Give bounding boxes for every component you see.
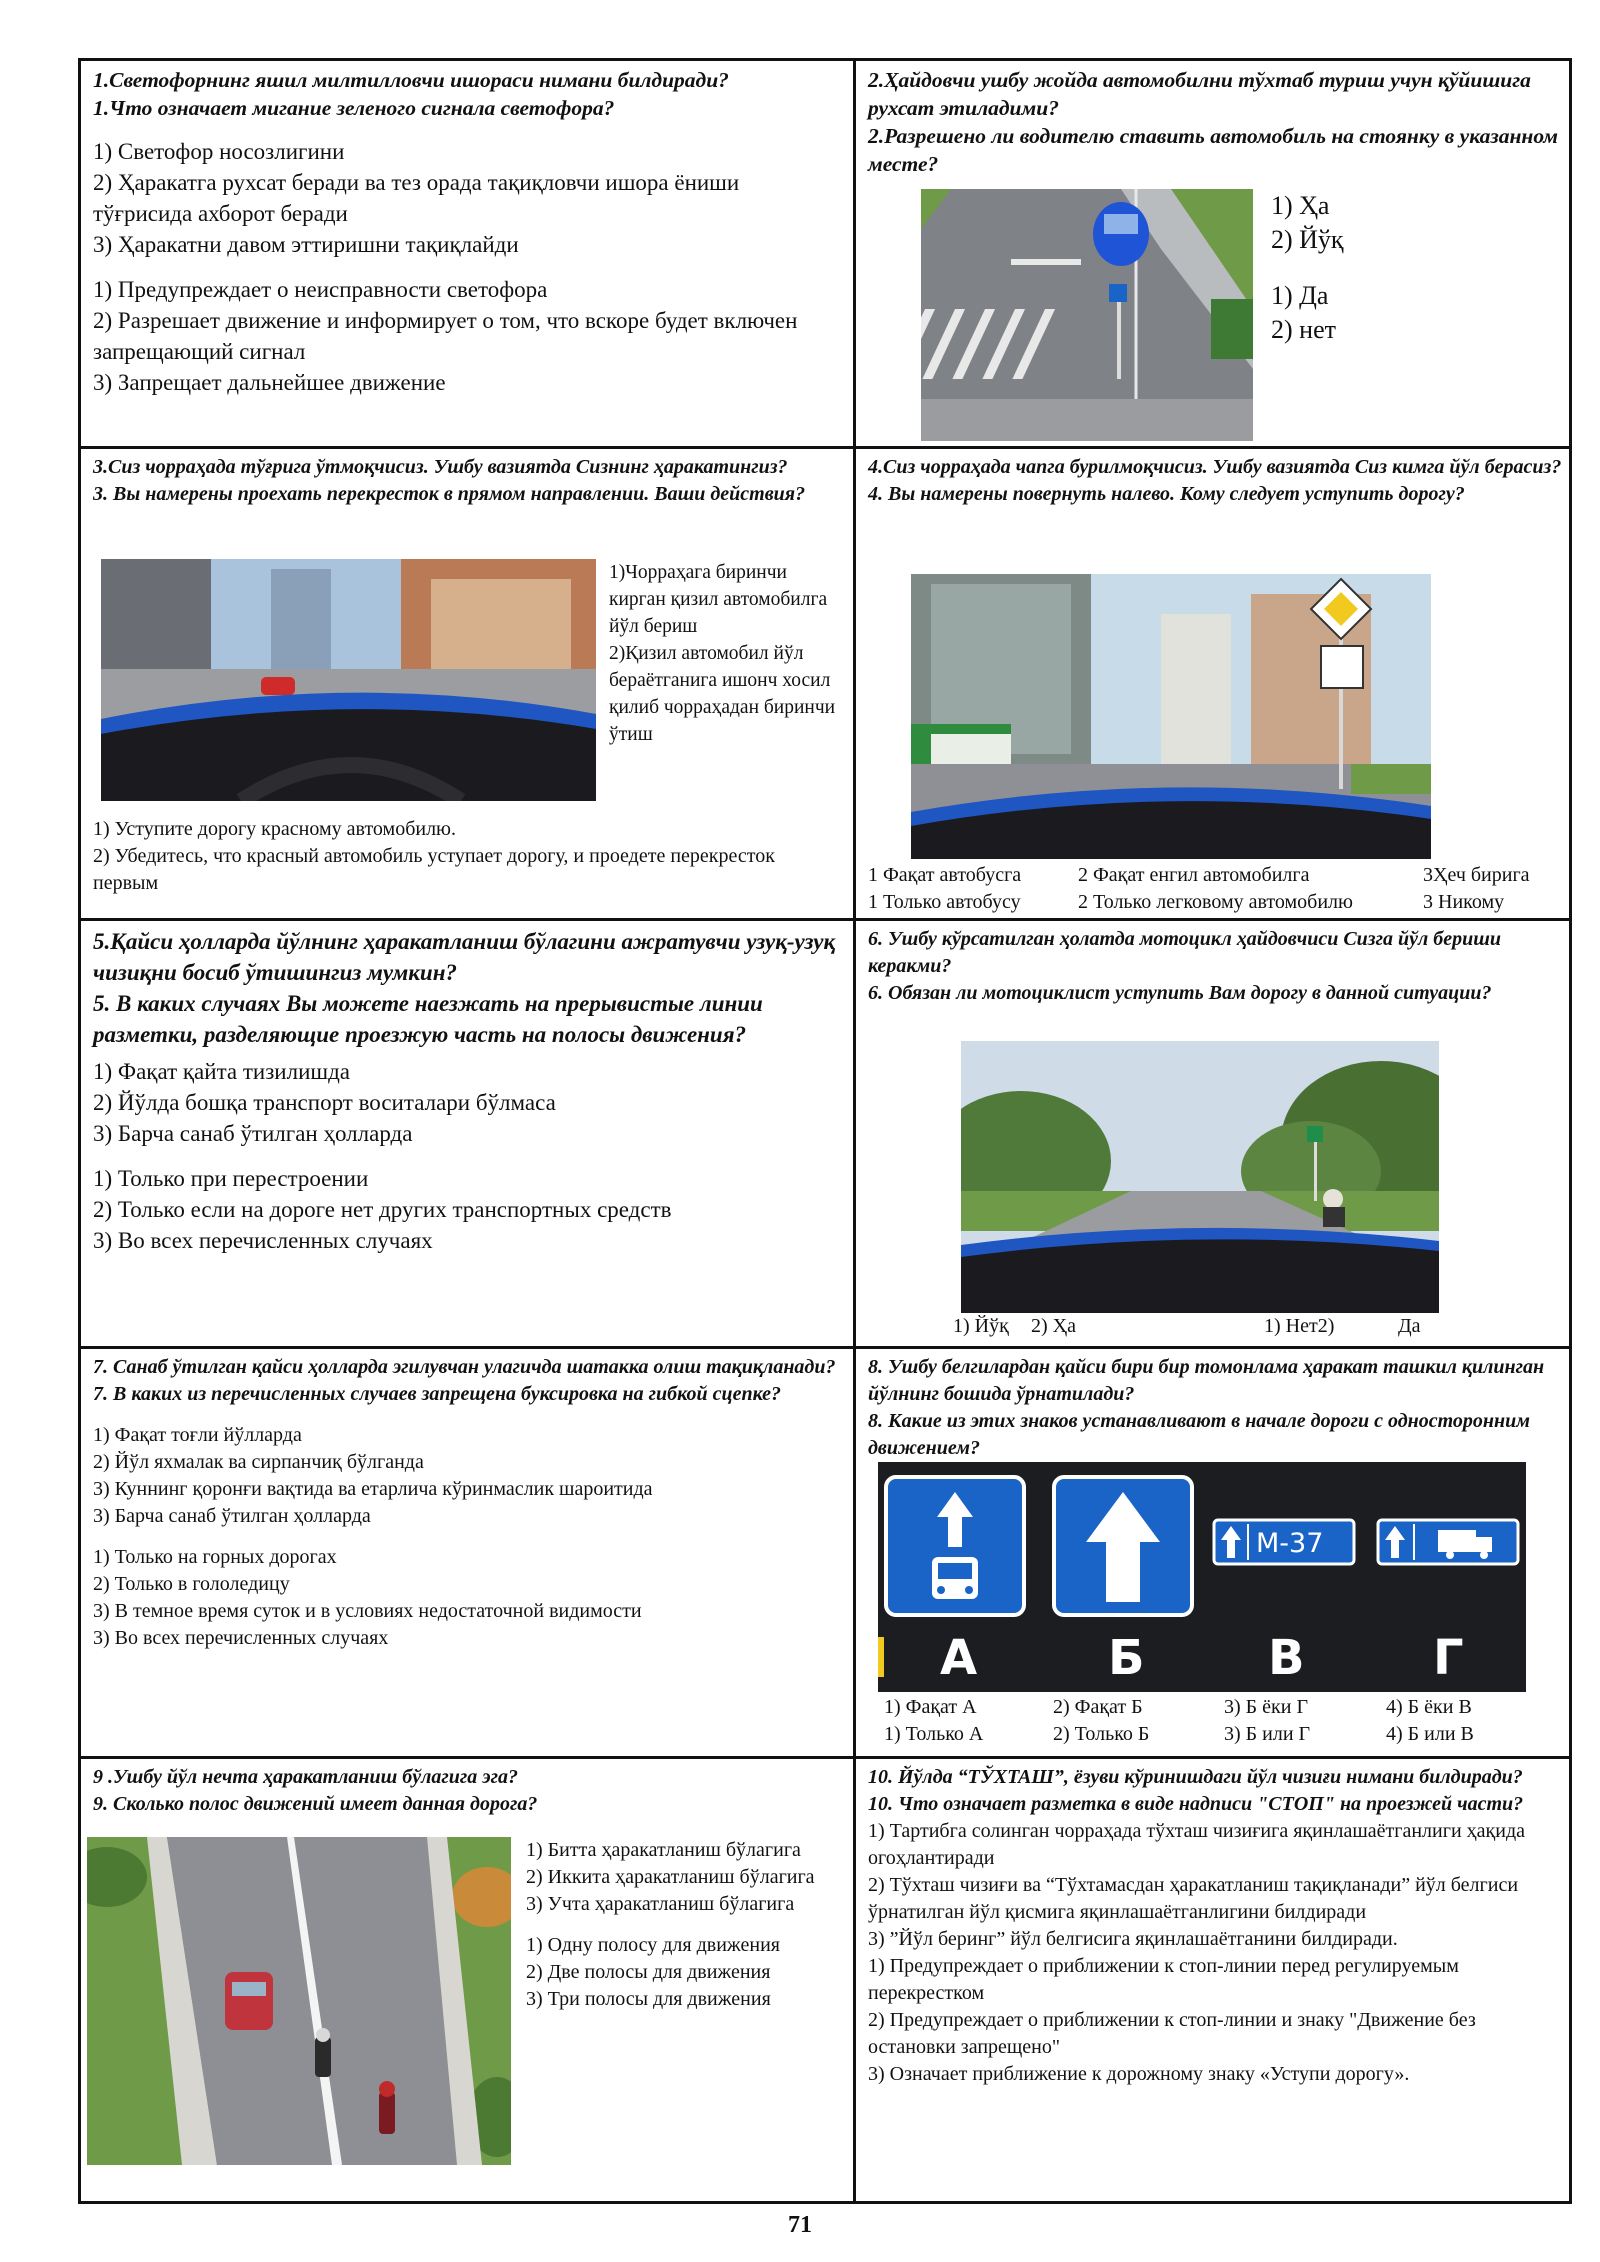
- question-8-uz: 8. Ушбу белгилардан қайси бири бир томонлама ҳаракат ташкил қилинган йўлнинг бошида ўрнатилади?: [868, 1356, 1545, 1405]
- one-way-signs-panel: [878, 1462, 1526, 1692]
- road-lanes-aerial-image: [87, 1837, 511, 2165]
- answer-3-uz-1: 1)Чорраҳага биринчи кирган қизил автомобилга йўл бериш: [609, 562, 828, 637]
- question-6-cell: [856, 921, 1572, 1346]
- question-2-uz: 2.Ҳайдовчи ушбу жойда автомобилни тўхтаб туриш учун қўйишига рухсат этиладими?: [868, 68, 1531, 120]
- answer-4-ru-row: [868, 889, 1558, 916]
- answer-1-ru-2: 2) Разрешает движение и информирует о том, что вскоре будет включен запрещающий сигнал: [93, 308, 798, 364]
- question-5-uz: 5.Қайси ҳолларда йўлнинг ҳаракатланиш бўлагини ажратувчи узуқ-узуқ чизиқни босиб ўтишингиз мумкин?: [93, 929, 836, 985]
- question-9-ru: 9. Сколько полос движений имеет данная дорога?: [93, 1793, 538, 1815]
- question-9-cell: [81, 1759, 853, 2204]
- sign-road-code: М-37: [1256, 1528, 1324, 1559]
- answer-1-uz-2: 2) Ҳаракатга рухсат беради ва тез орада тақиқловчи ишора ёниши тўғрисида ахборот беради: [93, 170, 740, 226]
- answer-6-ru-2: Да: [1398, 1315, 1421, 1337]
- answer-8-ru-3: 3) Б или Г: [1224, 1723, 1311, 1745]
- answer-5-uz-1: 1) Фақат қайта тизилишда: [93, 1059, 351, 1084]
- question-6-uz: 6. Ушбу кўрсатилган ҳолатда мотоцикл ҳайдовчиси Сизга йўл бериши керакми?: [868, 928, 1502, 977]
- question-10-cell: [856, 1759, 1572, 2204]
- question-10-ru: 10. Что означает разметка в виде надписи "СТОП" на проезжей части?: [868, 1793, 1524, 1815]
- answer-8-ru-1: 1) Только А: [884, 1723, 984, 1745]
- answer-4-uz-row: [868, 862, 1558, 889]
- answer-9-ru-3: 3) Три полосы для движения: [526, 1988, 771, 2010]
- question-4-answers: [868, 862, 1558, 916]
- answer-7-uz-3: 3) Куннинг қоронғи вақтида ва етарлича кўринмаслик шароитида: [93, 1478, 653, 1500]
- answer-2-ru-1: 1) Да: [1271, 281, 1329, 310]
- sign-letter-v: В: [1268, 1630, 1305, 1686]
- answer-8-ru-row: [856, 1721, 1572, 1748]
- motorcyclist-road-image: [961, 1041, 1439, 1313]
- answer-5-uz-3: 3) Барча санаб ўтилган ҳолларда: [93, 1121, 413, 1146]
- answer-2-ru-2: 2) нет: [1271, 315, 1336, 344]
- left-turn-intersection-image: [911, 574, 1431, 859]
- answer-3-ru-1: 1) Уступите дорогу красному автомобилю.: [93, 818, 456, 840]
- answer-1-ru-3: 3) Запрещает дальнейшее движение: [93, 370, 446, 395]
- answer-5-ru-2: 2) Только если на дороге нет других транспортных средств: [93, 1197, 672, 1222]
- question-1-cell: [81, 61, 853, 446]
- question-4-ru: 4. Вы намерены повернуть налево. Кому следует уступить дорогу?: [868, 483, 1465, 505]
- question-7-uz: 7. Санаб ўтилган қайси ҳолларда эгилувчан улагичда шатакка олиш тақиқланади?: [93, 1356, 836, 1378]
- answer-4-ru-1: 1 Только автобусу: [868, 891, 1021, 913]
- answer-3-ru-2: 2) Убедитесь, что красный автомобиль уступает дорогу, и проедете перекресток первым: [93, 845, 775, 894]
- answer-6-uz-1: 1) Йўқ: [953, 1315, 1009, 1337]
- question-2-cell: [856, 61, 1572, 446]
- sign-letter-a: А: [940, 1630, 978, 1686]
- answer-8-ru-4: 4) Б или В: [1386, 1723, 1474, 1745]
- answer-6-uz-2: 2) Ҳа: [1031, 1315, 1076, 1337]
- intersection-driver-view-image: [101, 559, 596, 801]
- parking-street-image: [921, 189, 1253, 441]
- question-6-ru: 6. Обязан ли мотоциклист уступить Вам дорогу в данной ситуации?: [868, 982, 1492, 1004]
- question-9-answers: [526, 1837, 846, 2013]
- answer-8-uz-3: 3) Б ёки Г: [1224, 1696, 1309, 1718]
- question-grid: [78, 58, 1572, 2204]
- answer-4-uz-2: 2 Фақат енгил автомобилга: [1078, 864, 1310, 886]
- answer-9-uz-1: 1) Битта ҳаракатланиш бўлагига: [526, 1839, 801, 1861]
- answer-4-ru-2: 2 Только легковому автомобилю: [1078, 891, 1353, 913]
- sign-b-one-way-road: [1054, 1477, 1192, 1615]
- answer-8-uz-1: 1) Фақат А: [884, 1696, 977, 1718]
- answer-5-ru-1: 1) Только при перестроении: [93, 1166, 369, 1191]
- question-5-ru: 5. В каких случаях Вы можете наезжать на прерывистые линии разметки, разделяющие проезжую часть на полосы движения?: [93, 991, 763, 1047]
- answer-7-ru-3: 3) В темное время суток и в условиях недостаточной видимости: [93, 1600, 642, 1622]
- answer-1-uz-3: 3) Ҳаракатни давом эттиришни тақиқлайди: [93, 232, 519, 257]
- answer-7-uz-4: 3) Барча санаб ўтилган ҳолларда: [93, 1505, 371, 1527]
- question-10-uz: 10. Йўлда “ТЎХТАШ”, ёзуви кўринишдаги йўл чизиғи нимани билдиради?: [868, 1766, 1523, 1788]
- answer-8-uz-row: [856, 1694, 1572, 1721]
- question-3-ru: 3. Вы намерены проехать перекресток в прямом направлении. Ваши действия?: [93, 483, 806, 505]
- question-1-ru: 1.Что означает мигание зеленого сигнала светофора?: [93, 96, 615, 120]
- question-2-answers: [1271, 189, 1344, 347]
- answer-8-uz-4: 4) Б ёки В: [1386, 1696, 1472, 1718]
- answer-4-uz-3: 3Ҳеч бирига: [1423, 864, 1530, 886]
- question-3-bottom-answers: [93, 816, 833, 897]
- answer-7-ru-1: 1) Только на горных дорогах: [93, 1546, 337, 1568]
- question-4-cell: [856, 449, 1572, 918]
- answer-7-uz-2: 2) Йўл яхмалак ва сирпанчиқ бўлганда: [93, 1451, 424, 1473]
- answer-10-ru-2: 2) Предупреждает о приближении к стоп-линии и знаку "Движение без остановки запрещено": [868, 2009, 1476, 2058]
- question-5-cell: [81, 921, 853, 1346]
- answer-7-uz-1: 1) Фақат тоғли йўлларда: [93, 1424, 302, 1446]
- answer-3-uz-2: 2)Қизил автомобил йўл бераётганига ишонч хосил қилиб чорраҳадан биринчи ўтиш: [609, 643, 836, 745]
- question-9-uz: 9 .Ушбу йўл нечта ҳаракатланиш бўлагига эга?: [93, 1766, 518, 1788]
- answer-1-ru-1: 1) Предупреждает о неисправности светофора: [93, 277, 548, 302]
- sign-a-one-way-bus-lane: [886, 1477, 1024, 1615]
- answer-9-uz-3: 3) Учта ҳаракатланиш бўлагига: [526, 1893, 795, 1915]
- answer-10-ru-1: 1) Предупреждает о приближении к стоп-линии перед регулируемым перекрестком: [868, 1955, 1459, 2004]
- answer-4-ru-3: 3 Никому: [1423, 891, 1505, 913]
- question-7-cell: [81, 1349, 853, 1756]
- answer-10-uz-1: 1) Тартибга солинган чорраҳада тўхташ чизиғига яқинлашаётганлиги ҳақида огоҳлантиради: [868, 1820, 1525, 1869]
- question-4-uz: 4.Сиз чорраҳада чапга бурилмоқчисиз. Ушбу вазиятда Сиз кимга йўл берасиз?: [868, 456, 1562, 478]
- answer-4-uz-1: 1 Фақат автобусга: [868, 864, 1022, 886]
- sign-letter-b: Б: [1108, 1630, 1145, 1686]
- sign-g-lane-direction-truck: [1378, 1520, 1518, 1564]
- question-3-uz: 3.Сиз чорраҳада тўғрига ўтмоқчисиз. Ушбу вазиятда Сизнинг ҳаракатингиз?: [93, 456, 788, 478]
- answer-8-uz-2: 2) Фақат Б: [1053, 1696, 1143, 1718]
- answer-10-uz-2: 2) Тўхташ чизиғи ва “Тўхтамасдан ҳаракатланиш тақиқланади” йўл белгиси ўрнатилган йўл қисмига яқинлашаётганлигини билдиради: [868, 1874, 1519, 1923]
- question-3-cell: [81, 449, 853, 918]
- answer-7-ru-2: 2) Только в гололедицу: [93, 1573, 290, 1595]
- answer-5-uz-2: 2) Йўлда бошқа транспорт воситалари бўлмаса: [93, 1090, 556, 1115]
- answer-2-uz-1: 1) Ҳа: [1271, 191, 1330, 220]
- question-8-cell: [856, 1349, 1572, 1756]
- answer-10-ru-3: 3) Означает приближение к дорожному знаку «Уступи дорогу».: [868, 2063, 1410, 2085]
- question-8-ru: 8. Какие из этих знаков устанавливают в начале дороги с односторонним движением?: [868, 1410, 1530, 1459]
- answer-9-uz-2: 2) Иккита ҳаракатланиш бўлагига: [526, 1866, 815, 1888]
- answer-9-ru-2: 2) Две полосы для движения: [526, 1961, 771, 1983]
- question-3-side-answers: [609, 559, 841, 748]
- answer-7-ru-4: 3) Во всех перечисленных случаях: [93, 1627, 389, 1649]
- answer-10-uz-3: 3) ”Йўл беринг” йўл белгисига яқинлашаётганини билдиради.: [868, 1928, 1398, 1950]
- question-2-ru: 2.Разрешено ли водителю ставить автомобиль на стоянку в указанном месте?: [868, 124, 1558, 176]
- answer-9-ru-1: 1) Одну полосу для движения: [526, 1934, 780, 1956]
- answer-5-ru-3: 3) Во всех перечисленных случаях: [93, 1228, 433, 1253]
- answer-2-uz-2: 2) Йўқ: [1271, 225, 1344, 254]
- answer-1-uz-1: 1) Светофор носозлигини: [93, 139, 345, 164]
- page-number: 71: [788, 2212, 812, 2238]
- sign-letter-g: Г: [1433, 1630, 1464, 1686]
- question-1-uz: 1.Светофорнинг яшил милтилловчи ишораси нимани билдиради?: [93, 68, 729, 92]
- question-8-answers: [856, 1694, 1572, 1748]
- answer-8-ru-2: 2) Только Б: [1053, 1723, 1150, 1745]
- question-7-ru: 7. В каких из перечисленных случаев запрещена буксировка на гибкой сцепке?: [93, 1383, 782, 1405]
- answer-6-ru-1: 1) Нет2): [1264, 1315, 1335, 1337]
- sign-v-lane-direction-road-code: [1214, 1520, 1354, 1564]
